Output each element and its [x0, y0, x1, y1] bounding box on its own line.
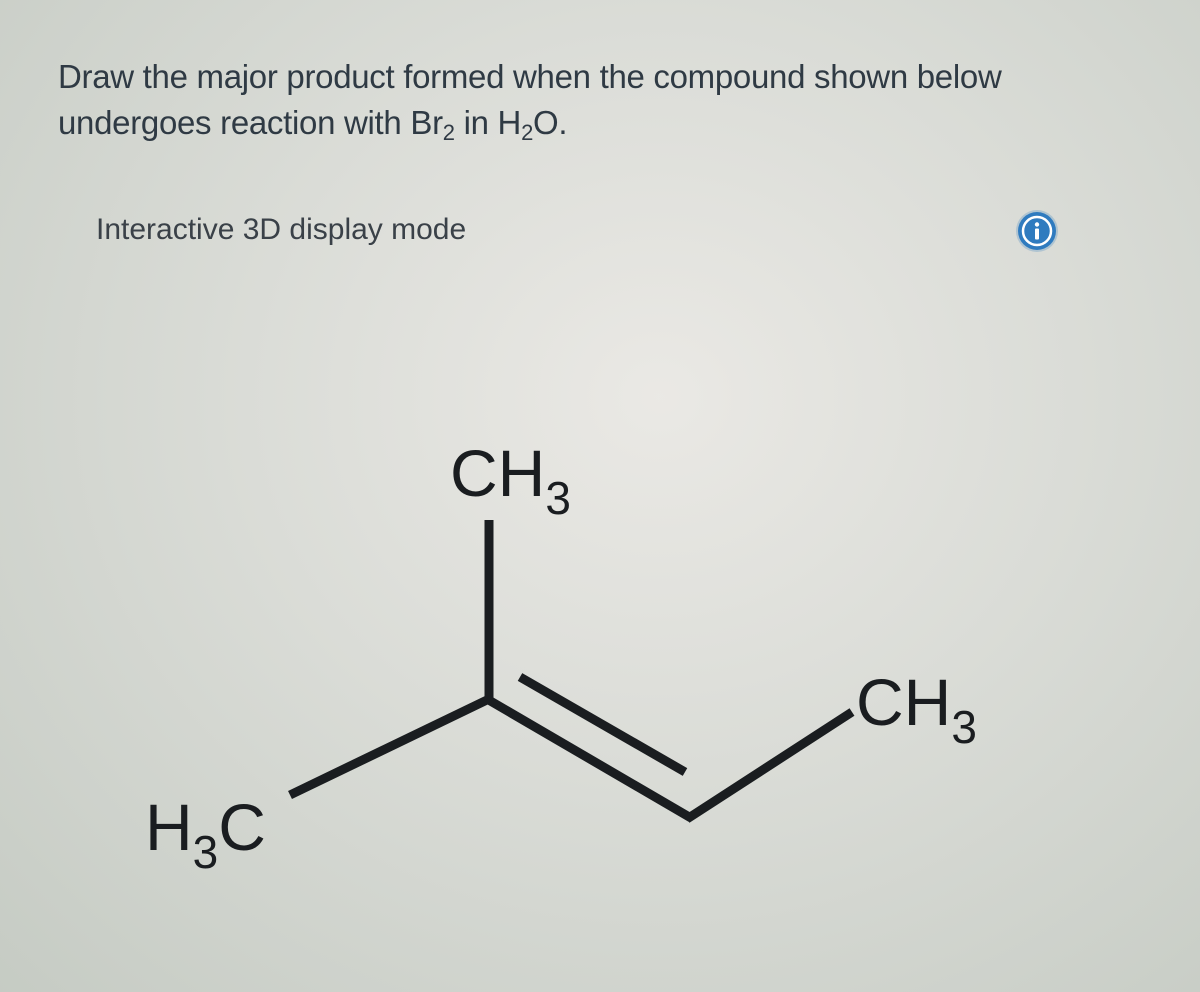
question-line-2: undergoes reaction with $Br_2$ in $H_2O$.	[58, 104, 568, 145]
top-methyl-label: $CH_3$	[450, 436, 571, 524]
bond-double-inner	[520, 677, 685, 772]
left-methyl-label: $H_3C$	[145, 790, 266, 878]
right-methyl-label: $CH_3$	[856, 665, 977, 753]
bond-right-methyl	[687, 712, 852, 819]
question-line-1: Draw the major product formed when the compound shown below	[58, 58, 1002, 95]
bond-left-methyl	[290, 699, 489, 795]
display-mode-label: Interactive 3D display mode	[96, 213, 467, 246]
